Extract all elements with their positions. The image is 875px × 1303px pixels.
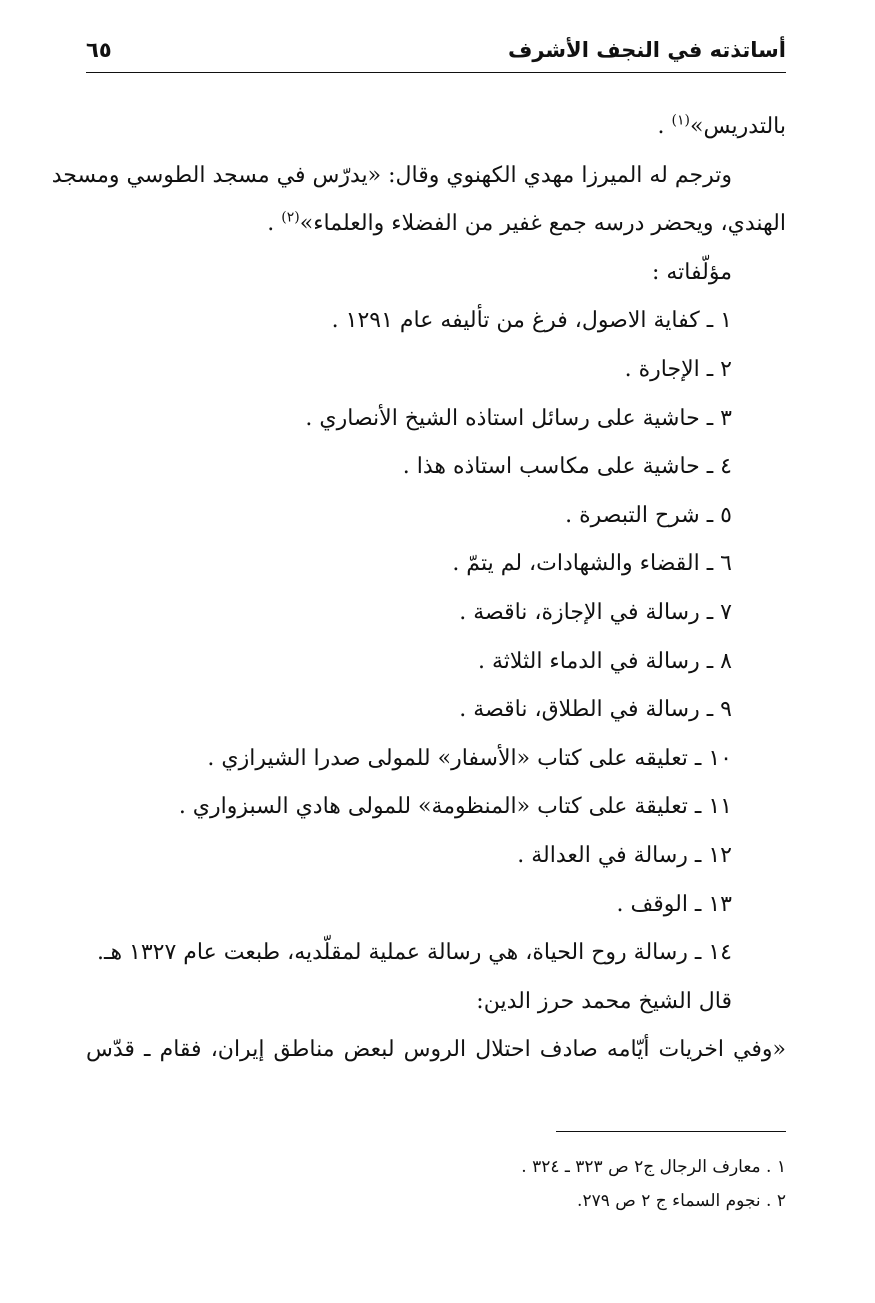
list-item: ٧ ـ رسالة في الإجازة، ناقصة .: [459, 599, 732, 625]
footnote-ref-1: (١): [671, 112, 691, 129]
list-item: ٢ ـ الإجارة .: [624, 356, 732, 382]
quote-intro: قال الشيخ محمد حرز الدين:: [476, 988, 732, 1014]
text-fragment: الهندي، ويحضر درسه جمع غفير من الفضلاء والعلماء»: [299, 211, 786, 237]
list-item: ١٢ ـ رسالة في العدالة .: [517, 842, 732, 868]
list-item: ١٠ ـ تعليقه على كتاب «الأسفار» للمولى صدرا الشيرازي .: [207, 745, 732, 771]
list-item: ١ ـ كفاية الاصول، فرغ من تأليفه عام ١٢٩١ .: [331, 308, 732, 334]
footnote-ref-2: (٢): [281, 209, 300, 226]
list-item: ١٤ ـ رسالة روح الحياة، هي رسالة عملية لمقلّديه، طبعت عام ١٣٢٧ هـ.: [97, 940, 732, 966]
list-item: ١٣ ـ الوقف .: [616, 891, 732, 917]
footnote-separator: [556, 1131, 786, 1132]
list-item: ١١ ـ تعليقة على كتاب «المنظومة» للمولى هادي السبزواري .: [178, 794, 732, 820]
paragraph-line: وترجم له الميرزا مهدي الكهنوي وقال: «يدرّس في مسجد الطوسي ومسجد: [51, 162, 732, 188]
page-body: [51, 103, 786, 1075]
list-item: ٩ ـ رسالة في الطلاق، ناقصة .: [459, 697, 732, 723]
text-fragment: .: [657, 114, 672, 139]
page-header: [86, 30, 786, 73]
works-heading: مؤلّفاته :: [651, 259, 732, 285]
footnotes: [86, 1150, 786, 1218]
list-item: ٨ ـ رسالة في الدماء الثلاثة .: [477, 648, 732, 674]
list-item: ٤ ـ حاشية على مكاسب استاذه هذا .: [402, 454, 732, 480]
text-fragment: بالتدريس»: [690, 114, 786, 139]
footnote-2: ٢ . نجوم السماء ج ٢ ص ٢٧٩.: [577, 1191, 786, 1211]
list-item: ٦ ـ القضاء والشهادات، لم يتمّ .: [452, 551, 732, 577]
page-number: ٦٥: [86, 38, 112, 62]
running-title: أساتذته في النجف الأشرف: [507, 38, 786, 62]
text-fragment: .: [267, 211, 282, 237]
paragraph-line: [86, 200, 786, 249]
footnote-1: ١ . معارف الرجال ج٢ ص ٣٢٣ ـ ٣٢٤ .: [521, 1157, 786, 1177]
quote-line: «وفي اخريات أيّامه صادف احتلال الروس لبعض مناطق إيران، فقام ـ قدّس: [86, 1037, 786, 1063]
paragraph-continuation: [86, 103, 786, 152]
list-item: ٥ ـ شرح التبصرة .: [565, 502, 732, 528]
list-item: ٣ ـ حاشية على رسائل استاذه الشيخ الأنصاري .: [305, 405, 732, 431]
